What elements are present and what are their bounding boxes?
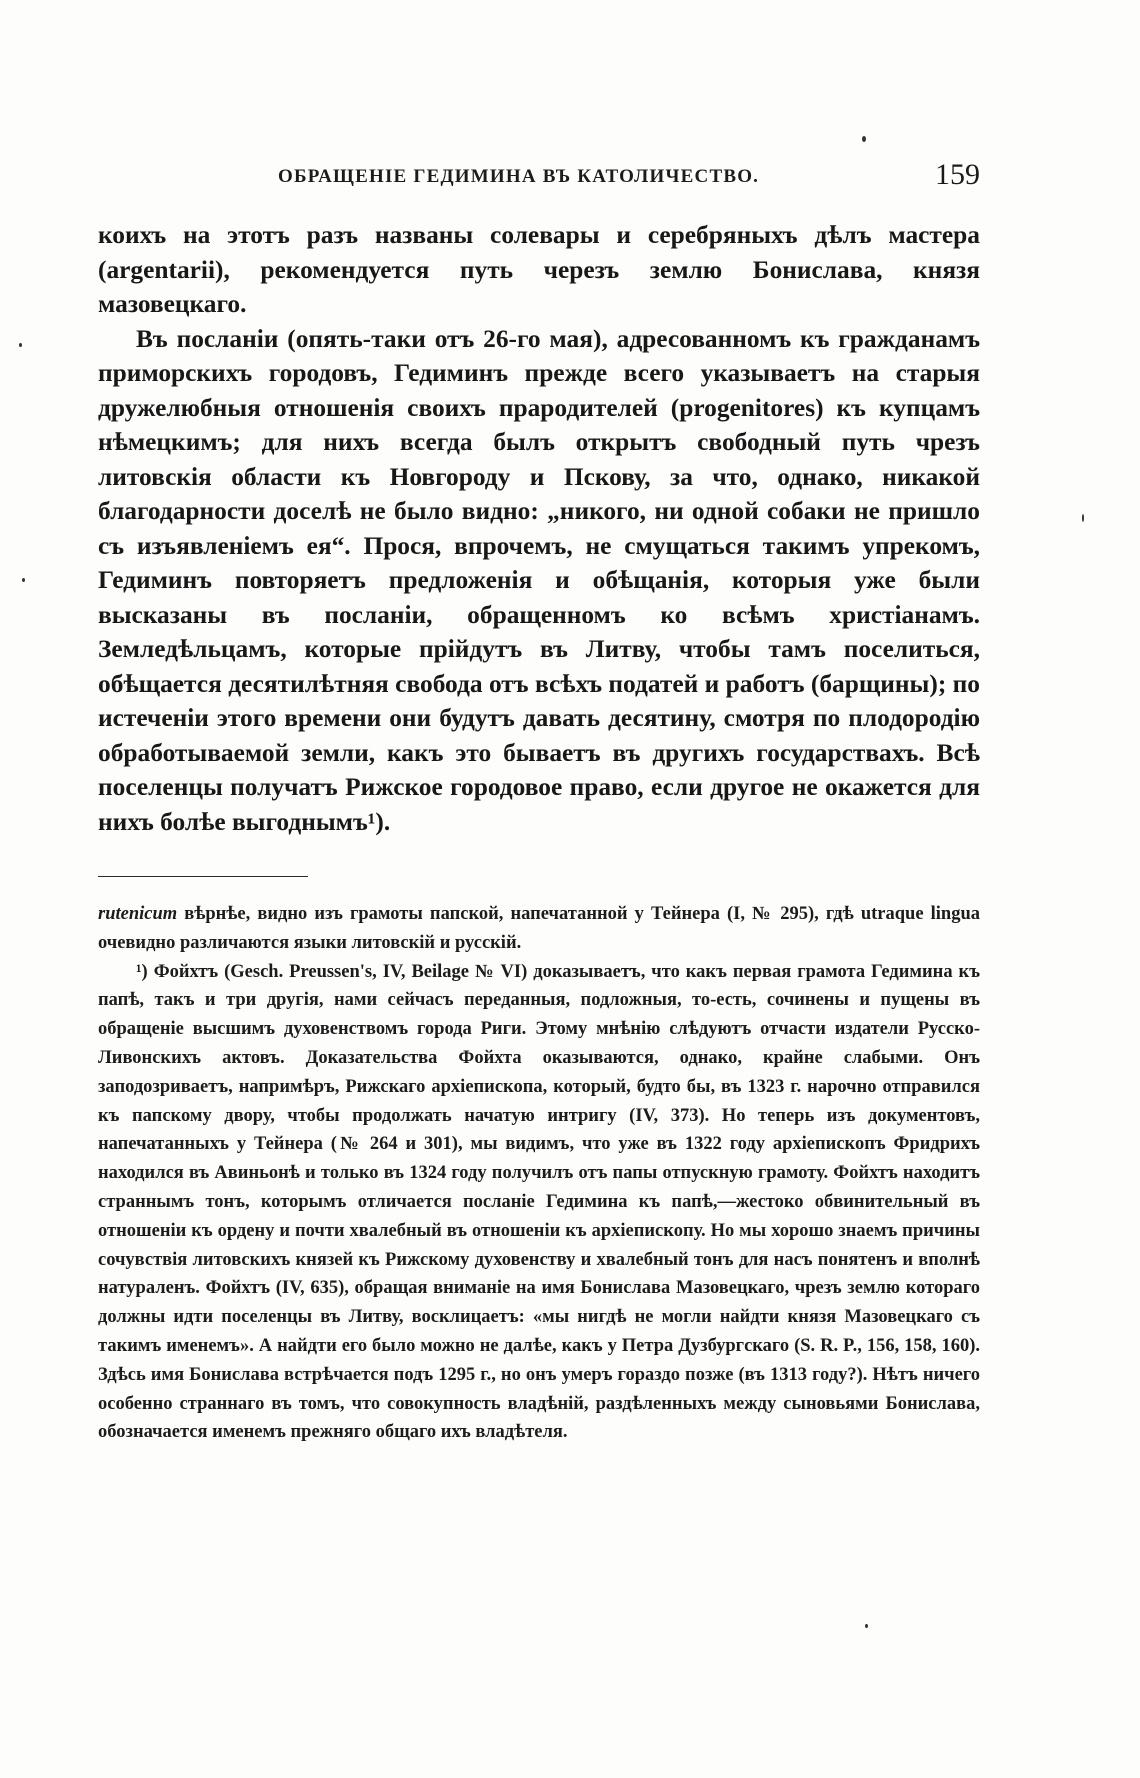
scan-speck: [22, 578, 25, 582]
paragraph: Въ посланіи (опять-таки отъ 26-го мая), адресованномъ къ гражданамъ приморскихъ городовъ, Гедиминъ прежде всего указываетъ на старыя дружелюбныя отношенія своихъ прародителей (progenitores) къ купцамъ нѣмецкимъ; для нихъ всегда былъ открытъ свободный путь чрезъ литовскія области къ Новгороду и Пскову, за что, однако, никакой благодарности доселѣ не было видно: „никого, ни одной собаки не пришло съ изъявленіемъ ея“. Прося, впрочемъ, не смущаться такимъ упрекомъ, Гедиминъ повторяетъ предложенія и обѣщанія, которыя уже были высказаны въ посланіи, обращенномъ ко всѣмъ христіанамъ. Земледѣльцамъ, которые прійдутъ въ Литву, чтобы тамъ поселиться, обѣщается десятилѣтняя свобода отъ всѣхъ податей и работъ (барщины); по истеченіи этого времени они будутъ давать десятину, смотря по плодородію обработываемой земли, какъ это бываетъ въ другихъ государствахъ. Всѣ поселенцы получатъ Рижское городовое право, если другое не окажется для нихъ болѣе выгоднымъ¹).: [98, 324, 980, 836]
footnote-separator: [98, 876, 308, 877]
main-text: [98, 218, 980, 839]
footnote-marker: ¹): [136, 961, 148, 982]
footnote-1: [98, 958, 980, 1448]
running-title: ОБРАЩЕНІЕ ГЕДИМИНА ВЪ КАТОЛИЧЕСТВО.: [278, 166, 760, 187]
page-number: 159: [935, 158, 980, 191]
scan-speck: [862, 136, 866, 142]
footnote-continuation: [98, 900, 980, 958]
footnotes: [98, 900, 980, 1447]
footnote-continuation-text: вѣрнѣе, видно изъ грамоты папской, напечатанной у Тейнера (I, № 295), гдѣ utraque lingua очевидно различаются языки литовскій и русскій.: [98, 904, 980, 953]
footnote-text: Фойхтъ (Gesch. Preussen's, IV, Beilage № VI) доказываетъ, что какъ первая грамота Гедимина къ папѣ, такъ и три другія, нами сейчасъ переданныя, подложныя, то-есть, сочинены и пущены въ обращеніе высшимъ духовенствомъ города Риги. Этому мнѣнію слѣдуютъ отчасти издатели Русско-Ливонскихъ актовъ. Доказательства Фойхта оказываются, однако, крайне слабыми. Онъ заподозриваетъ, напримѣръ, Рижскаго архіепископа, который, будто бы, въ 1323 г. нарочно отправился къ папскому двору, чтобы продолжать начатую интригу (IV, 373). Но теперь изъ документовъ, напечатанныхъ у Тейнера (№ 264 и 301), мы видимъ, что уже въ 1322 году архіепископъ Фридрихъ находился въ Авиньонѣ и только въ 1324 году получилъ отъ папы отпускную грамоту. Фойхтъ находитъ страннымъ тонъ, которымъ отличается посланіе Гедимина къ папѣ,—жестоко обвинительный въ отношеніи къ ордену и почти хвалебный въ отношеніи къ архіепископу. Но мы хорошо знаемъ причины сочувствія литовскихъ князей къ Рижскому духовенству и хвалебный тонъ для насъ понятенъ и вполнѣ натураленъ. Фойхтъ (IV, 635), обращая вниманіе на имя Бонислава Мазовецкаго, чрезъ землю котораго должны идти поселенцы въ Литву, восклицаетъ: «мы нигдѣ не могли найдти князя Мазовецкаго съ такимъ именемъ». А найдти его было можно не далѣе, какъ у Петра Дузбургскаго (S. R. P., 156, 158, 160). Здѣсь имя Бонислава встрѣчается подъ 1295 г., но онъ умеръ гораздо позже (въ 1313 году?). Нѣтъ ничего особенно страннаго въ томъ, что совокупность владѣній, раздѣленныхъ между сыновьями Бонислава, обозначается именемъ прежняго общаго ихъ владѣтеля.: [98, 961, 980, 1443]
footnote-italic-word: rutenicum: [98, 904, 178, 924]
scan-speck: [1082, 514, 1084, 522]
scan-speck: [865, 1624, 868, 1628]
scan-speck: [19, 343, 22, 347]
page-header: [98, 158, 980, 198]
paragraph: коихъ на этотъ разъ названы солевары и серебряныхъ дѣлъ мастера (argentarii), рекомендуется путь черезъ землю Бонислава, князя мазовецкаго.: [98, 221, 980, 318]
